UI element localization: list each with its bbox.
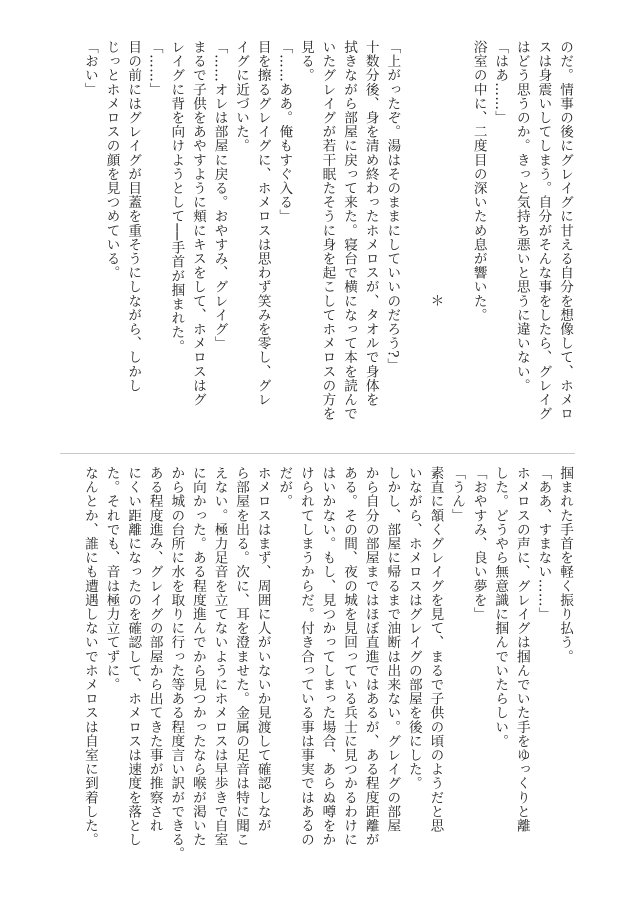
text-line: 掴まれた手首を軽く振り払う。 (557, 466, 573, 664)
text-line: 見る。 (297, 40, 314, 83)
text-line: じっとホメロスの顔を見つめている。 (103, 40, 120, 280)
text-line: けられてしまうからだ。付き合っている事は事実ではあるの (297, 466, 314, 847)
text-line: まるで子供をあやすように頬にキスをして、ホメロスはグ (189, 40, 206, 407)
text-line: ＊ (427, 40, 444, 308)
text-line: に向かった。ある程度進んでから見つかったなら喉が渇いた (189, 466, 206, 847)
text-line (445, 40, 467, 455)
text-line: 「……」 (146, 40, 163, 97)
text-line (402, 40, 424, 455)
text-line: 「おやすみ、良い夢を」 (470, 466, 487, 622)
section-divider (60, 453, 575, 454)
lower-text-block (55, 466, 575, 888)
text-line: 浴室の中に、二度目の深いため息が響いた。 (470, 40, 487, 322)
text-line: スは身震いしてしまう。自分がそんな事をしたら、グレイグ (535, 40, 552, 421)
text-line: 「上がったぞ。湯はそのままにしていいのだろう?」 (384, 40, 401, 373)
text-line: ある。その間、夜の城を見回っている兵士に見つかるわけに (341, 466, 358, 847)
text-line: 拭きながら部屋に戻って来た。寝台で横になって本を読んで (341, 40, 358, 421)
text-line: から自分の部屋まではほぼ直進ではあるが、ある程度距離が (362, 466, 379, 847)
text-line: ある程度進み、グレイグの部屋から出てきた事が推察され (146, 466, 163, 833)
text-line: ら部屋を出る。次に、耳を澄ませた。金属の足音は特に聞こ (233, 466, 250, 847)
text-line: 「……ああ。俺もすぐ入る」 (276, 40, 293, 224)
text-line: 目の前にはグレイグが目蓋を重そうにしながら、しかし (125, 40, 142, 393)
text-line: から城の台所に水を取りに行った等ある程度言い訳ができる。 (168, 466, 185, 861)
text-line: にくい距離になったのを確認して、ホメロスは速度を落とし (125, 466, 142, 847)
upper-text-block (55, 40, 575, 455)
text-line: 目を擦るグレイグに、ホメロスは思わず笑みを零し、グレ (254, 40, 271, 407)
text-line: いたグレイグが若干眠たそうに身を起こしてホメロスの方を (319, 40, 336, 421)
text-line: しかし、部屋に帰るまで油断は出来ない。グレイグの部屋 (384, 466, 401, 833)
text-line: ホメロスの声に、グレイグは掴んでいた手をゆっくりと離 (513, 466, 530, 833)
text-line: ホメロスはまず、周囲に人がいないか見渡して確認しなが (254, 466, 271, 833)
text-line: 「うん」 (449, 466, 466, 523)
text-line: た。それでも、音は極力立てずに。 (103, 466, 120, 692)
text-line: 「おい」 (81, 40, 98, 97)
text-line: はどう思うのか。きっと気持ち悪いと思うに違いない。 (513, 40, 530, 393)
text-line: はいかない。もし、見つかってしまった場合、あらぬ噂をか (319, 466, 336, 847)
text-line: 「……オレは部屋に戻る。おやすみ、グレイグ」 (211, 40, 228, 351)
text-line: だが。 (276, 466, 293, 509)
text-line: のだ。情事の後にグレイグに甘える自分を想像して、ホメロ (557, 40, 573, 421)
text-line: した。どうやら無意識に掴んでいたらしい。 (492, 466, 509, 748)
text-line: なんとか、誰にも遭遇しないでホメロスは自室に到着した。 (81, 466, 98, 847)
text-line: 「はあ……」 (492, 40, 509, 125)
text-line: イグに近づいた。 (233, 40, 250, 153)
text-line: 十数分後、身を清め終わったホメロスが、タオルで身体を (362, 40, 379, 407)
text-line: 素直に頷くグレイグを見て、まるで子供の頃のようだと思 (427, 466, 444, 833)
text-line: いながら、ホメロスはグレイグの部屋を後にした。 (405, 466, 422, 791)
text-line: レイグに背を向けようとして──手首が掴まれた。 (168, 40, 185, 354)
text-line: えない。極力足音を立てないようにホメロスは早歩きで自室 (211, 466, 228, 847)
text-line: 「ああ、すまない……」 (535, 466, 552, 622)
